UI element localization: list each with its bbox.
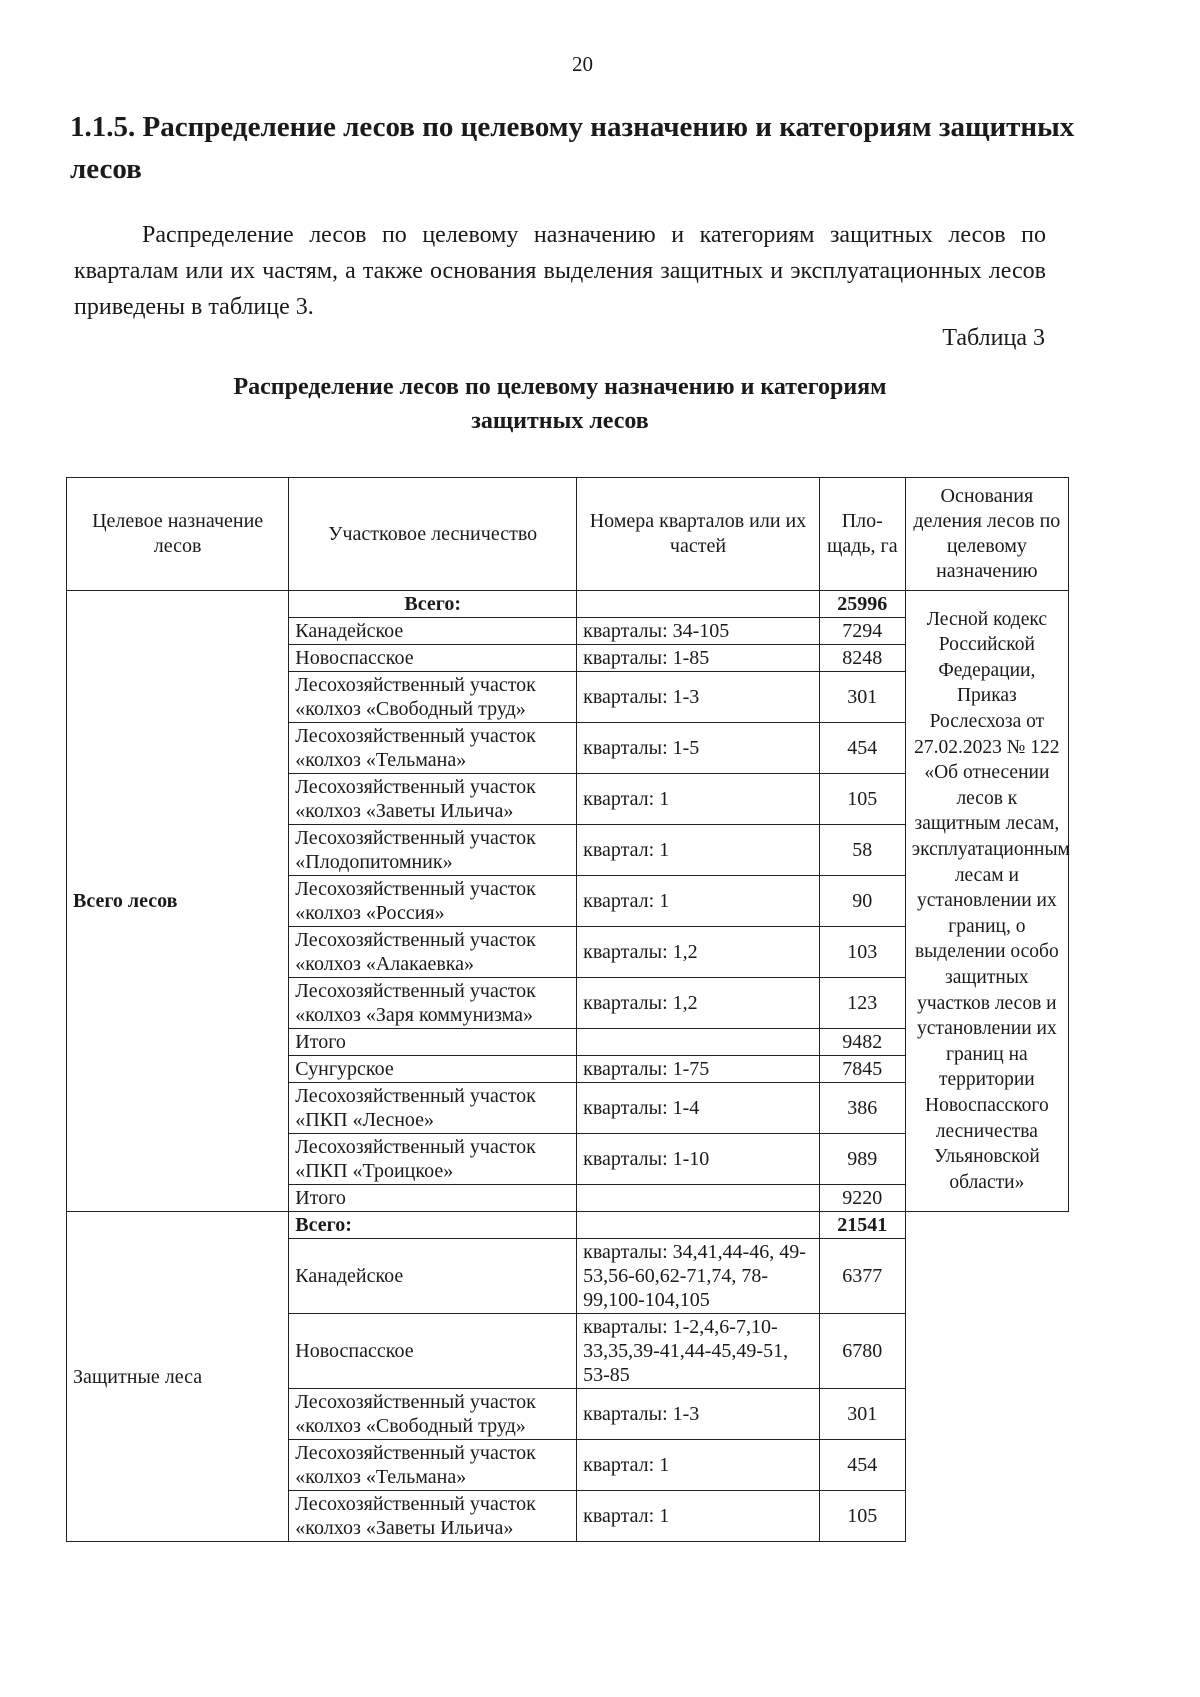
table-caption: Распределение лесов по целевому назначению и категориям защитных лесов [233,374,887,434]
area-cell: 123 [819,978,905,1029]
area-cell: 454 [819,723,905,774]
unit-cell: Лесохозяйственный участок «колхоз «Свободный труд» [289,672,577,723]
quarters-cell: кварталы: 1-5 [577,723,820,774]
quarters-cell: кварталы: 1-3 [577,672,820,723]
unit-cell: Всего: [289,591,577,618]
quarters-cell: квартал: 1 [577,1491,820,1542]
unit-cell: Канадейское [289,1239,577,1314]
unit-cell: Новоспасское [289,1314,577,1389]
area-cell: 105 [819,1491,905,1542]
area-cell: 21541 [819,1212,905,1239]
area-cell: 103 [819,927,905,978]
purpose-cell: Защитные леса [67,1212,289,1542]
unit-cell: Лесохозяйственный участок «колхоз «Тельмана» [289,1440,577,1491]
quarters-cell: квартал: 1 [577,1440,820,1491]
quarters-cell: кварталы: 1-10 [577,1134,820,1185]
area-cell: 454 [819,1440,905,1491]
unit-cell: Лесохозяйственный участок «колхоз «Заветы Ильича» [289,1491,577,1542]
quarters-cell: квартал: 1 [577,825,820,876]
unit-cell: Всего: [289,1212,577,1239]
area-cell: 7845 [819,1056,905,1083]
intro-paragraph: Распределение лесов по целевому назначению и категориям защитных лесов по кварталам или их частям, а также основания выделения защитных и эксплуатационных лесов приведены в таблице 3. [74,222,1046,320]
basis-cell: Лесной кодекс Российской Федерации, Приказ Рослесхоза от 27.02.2023 № 122 «Об отнесении лесов к защитным лесам, эксплуатационным лесам и установлении их границ, о выделении особо защитных участков лесов и установлении их границ на территории Новоспасского лесничества Ульяновской области» [905,591,1068,1212]
quarters-cell: кварталы: 1,2 [577,978,820,1029]
unit-cell: Лесохозяйственный участок «колхоз «Россия» [289,876,577,927]
unit-cell: Итого [289,1185,577,1212]
table-row [67,591,1069,618]
area-cell: 989 [819,1134,905,1185]
area-cell: 58 [819,825,905,876]
quarters-cell: кварталы: 1-85 [577,645,820,672]
quarters-cell [577,591,820,618]
quarters-cell: кварталы: 1-75 [577,1056,820,1083]
unit-cell: Лесохозяйственный участок «колхоз «Тельмана» [289,723,577,774]
forest-distribution-table [66,477,1069,1542]
area-cell: 9482 [819,1029,905,1056]
area-cell: 9220 [819,1185,905,1212]
unit-cell: Лесохозяйственный участок «колхоз «Заветы Ильича» [289,774,577,825]
quarters-cell [577,1212,820,1239]
table-label: Таблица 3 [942,325,1045,351]
unit-cell: Итого [289,1029,577,1056]
unit-cell: Сунгурское [289,1056,577,1083]
unit-cell: Лесохозяйственный участок «колхоз «Свободный труд» [289,1389,577,1440]
area-cell: 8248 [819,645,905,672]
unit-cell: Лесохозяйственный участок «ПКП «Лесное» [289,1083,577,1134]
quarters-cell: кварталы: 1-2,4,6-7,10-33,35,39-41,44-45,49-51, 53-85 [577,1314,820,1389]
table-row [67,1212,1069,1239]
purpose-cell: Всего лесов [67,591,289,1212]
quarters-cell: квартал: 1 [577,876,820,927]
header-area: Пло-щадь, га [819,478,905,591]
header-quarters: Номера кварталов или их частей [577,478,820,591]
quarters-cell: кварталы: 34-105 [577,618,820,645]
page-number: 20 [572,52,593,76]
header-basis: Основания деления лесов по целевому назначению [905,478,1068,591]
unit-cell: Лесохозяйственный участок «ПКП «Троицкое» [289,1134,577,1185]
quarters-cell: квартал: 1 [577,774,820,825]
table-body [67,591,1069,1542]
area-cell: 6377 [819,1239,905,1314]
basis-empty-cell [905,1212,1068,1542]
unit-cell: Лесохозяйственный участок «колхоз «Алакаевка» [289,927,577,978]
quarters-cell: кварталы: 1,2 [577,927,820,978]
area-cell: 25996 [819,591,905,618]
area-cell: 6780 [819,1314,905,1389]
area-cell: 105 [819,774,905,825]
quarters-cell: кварталы: 1-4 [577,1083,820,1134]
unit-cell: Лесохозяйственный участок «Плодопитомник» [289,825,577,876]
unit-cell: Новоспасское [289,645,577,672]
area-cell: 301 [819,672,905,723]
area-cell: 90 [819,876,905,927]
header-unit: Участковое лесничество [289,478,577,591]
header-purpose: Целевое назначение лесов [67,478,289,591]
area-cell: 7294 [819,618,905,645]
unit-cell: Лесохозяйственный участок «колхоз «Заря коммунизма» [289,978,577,1029]
section-heading: 1.1.5. Распределение лесов по целевому назначению и категориям защитных лесов [70,111,1075,185]
quarters-cell: кварталы: 1-3 [577,1389,820,1440]
quarters-cell: кварталы: 34,41,44-46, 49-53,56-60,62-71,74, 78-99,100-104,105 [577,1239,820,1314]
area-cell: 386 [819,1083,905,1134]
table-header-row [67,478,1069,591]
quarters-cell [577,1185,820,1212]
unit-cell: Канадейское [289,618,577,645]
area-cell: 301 [819,1389,905,1440]
quarters-cell [577,1029,820,1056]
